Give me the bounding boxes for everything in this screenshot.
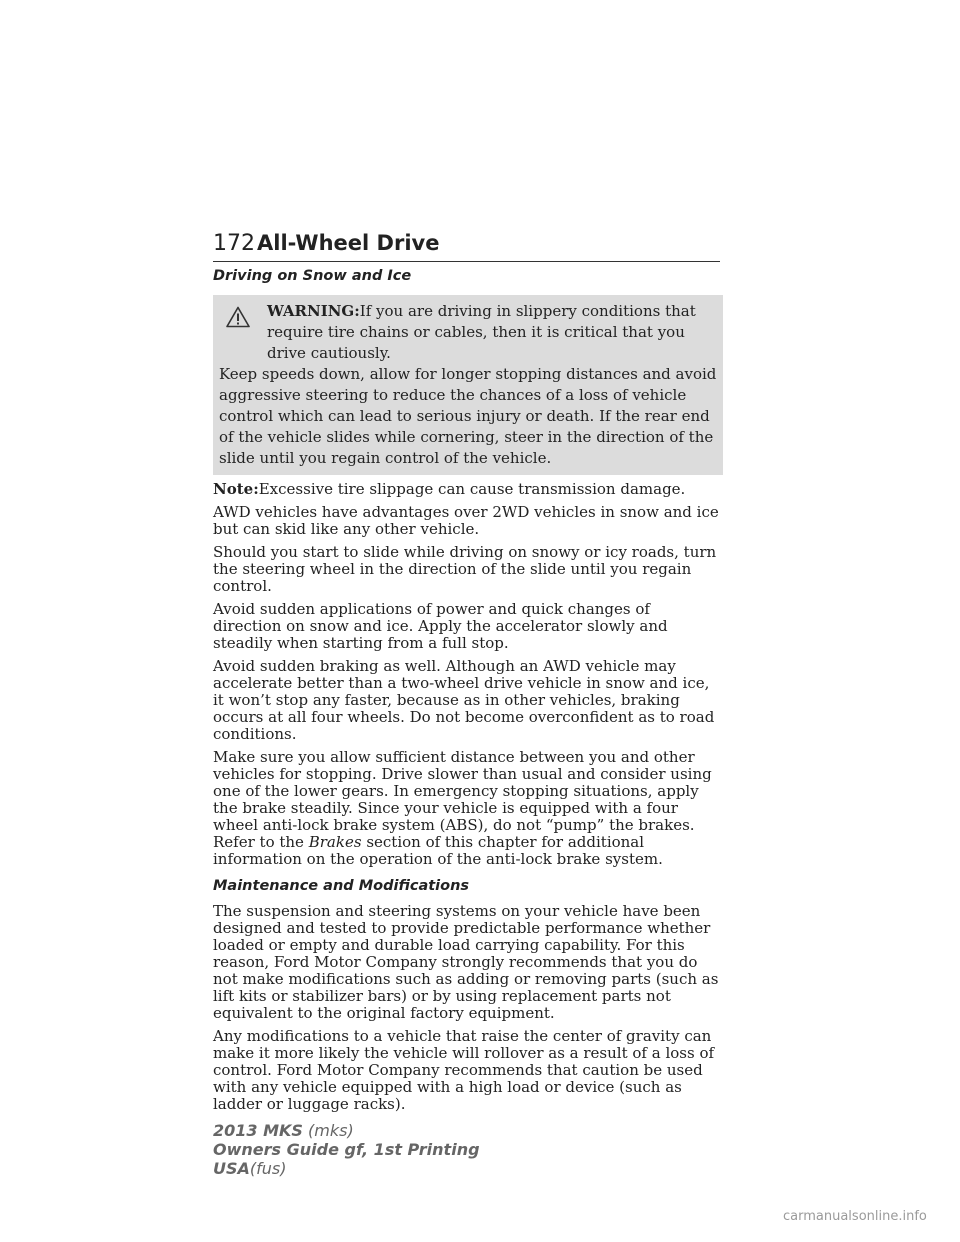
page-header [213,231,720,262]
body-paragraph: Should you start to slide while driving on snowy or icy roads, turn the steering wheel in the direction of the slide until you regain control. [213,543,717,595]
page-number: 172 [213,231,255,256]
body-paragraph: The suspension and steering systems on your vehicle have been designed and tested to provide predictable performance whether loaded or empty and durable load carrying capability. For this reason, Ford Motor Company strongly recommends that you do not make modifications such as adding or removing parts (such as lift kits or stabilizer bars) or by using replacement parts not equivalent to the original factory equipment. [213,902,719,1022]
body-paragraph: Avoid sudden braking as well. Although an AWD vehicle may accelerate better than a two-wheel drive vehicle in snow and ice, it won’t stop any faster, because as in other vehicles, braking occurs at all four wheels. Do not become overconfident as to road conditions. [213,657,715,743]
note-label: Note: [213,480,259,498]
print-footer [213,1121,480,1178]
section-heading-maintenance: Maintenance and Modifications [213,878,470,894]
warning-triangle-icon [226,306,250,328]
brakes-text-after: section of this chapter for additional information on the operation of the anti-lock brake system. [213,833,663,868]
warning-label: WARNING: [267,302,360,320]
brakes-reference: Brakes [308,833,362,851]
watermark: carmanualsonline.info [783,1209,927,1224]
note-paragraph [213,481,723,498]
warning-box [213,295,723,475]
warning-text-first: If you are driving in slippery conditions that require tire chains or cables, then it is critical that you drive cautiously. [267,302,696,362]
body-paragraph: Any modifications to a vehicle that raise the center of gravity can make it more likely the vehicle will rollover as a result of a loss of control. Ford Motor Company recommends that caution be used with any vehicle equipped with a high load or device (such as ladder or luggage racks). [213,1027,715,1113]
note-text: Excessive tire slippage can cause transmission damage. [258,480,686,498]
page-content [213,268,723,1113]
section-heading-snow-ice: Driving on Snow and Ice [213,268,412,284]
warning-text-rest: Keep speeds down, allow for longer stopping distances and avoid aggressive steering to reduce the chances of a loss of vehicle control which can lead to serious injury or death. If the rear end of the vehicle slides while cornering, steer in the direction of the slide until you regain control of the vehicle. [219,365,717,467]
brakes-paragraph [213,749,723,868]
brakes-text-before: Make sure you allow sufficient distance between you and other vehicles for stopping. Drive slower than usual and consider using one of the lower gears. In emergency stopping situations, apply the brake steadily. Since your vehicle is equipped with a four wheel anti-lock brake system (ABS), do not “pump” the brakes. Refer to the [213,748,712,851]
footer-line-guide: Owners Guide gf, 1st Printing [213,1140,480,1159]
body-paragraph: AWD vehicles have advantages over 2WD vehicles in snow and ice but can skid like any other vehicle. [213,503,719,538]
warning-first-lines [219,301,717,364]
body-paragraph: Avoid sudden applications of power and quick changes of direction on snow and ice. Apply the accelerator slowly and steadily when starting from a full stop. [213,600,668,652]
footer-line-region: USA(fus) [213,1159,287,1178]
footer-line-model: 2013 MKS (mks) [213,1121,354,1140]
chapter-title: All-Wheel Drive [257,231,440,255]
